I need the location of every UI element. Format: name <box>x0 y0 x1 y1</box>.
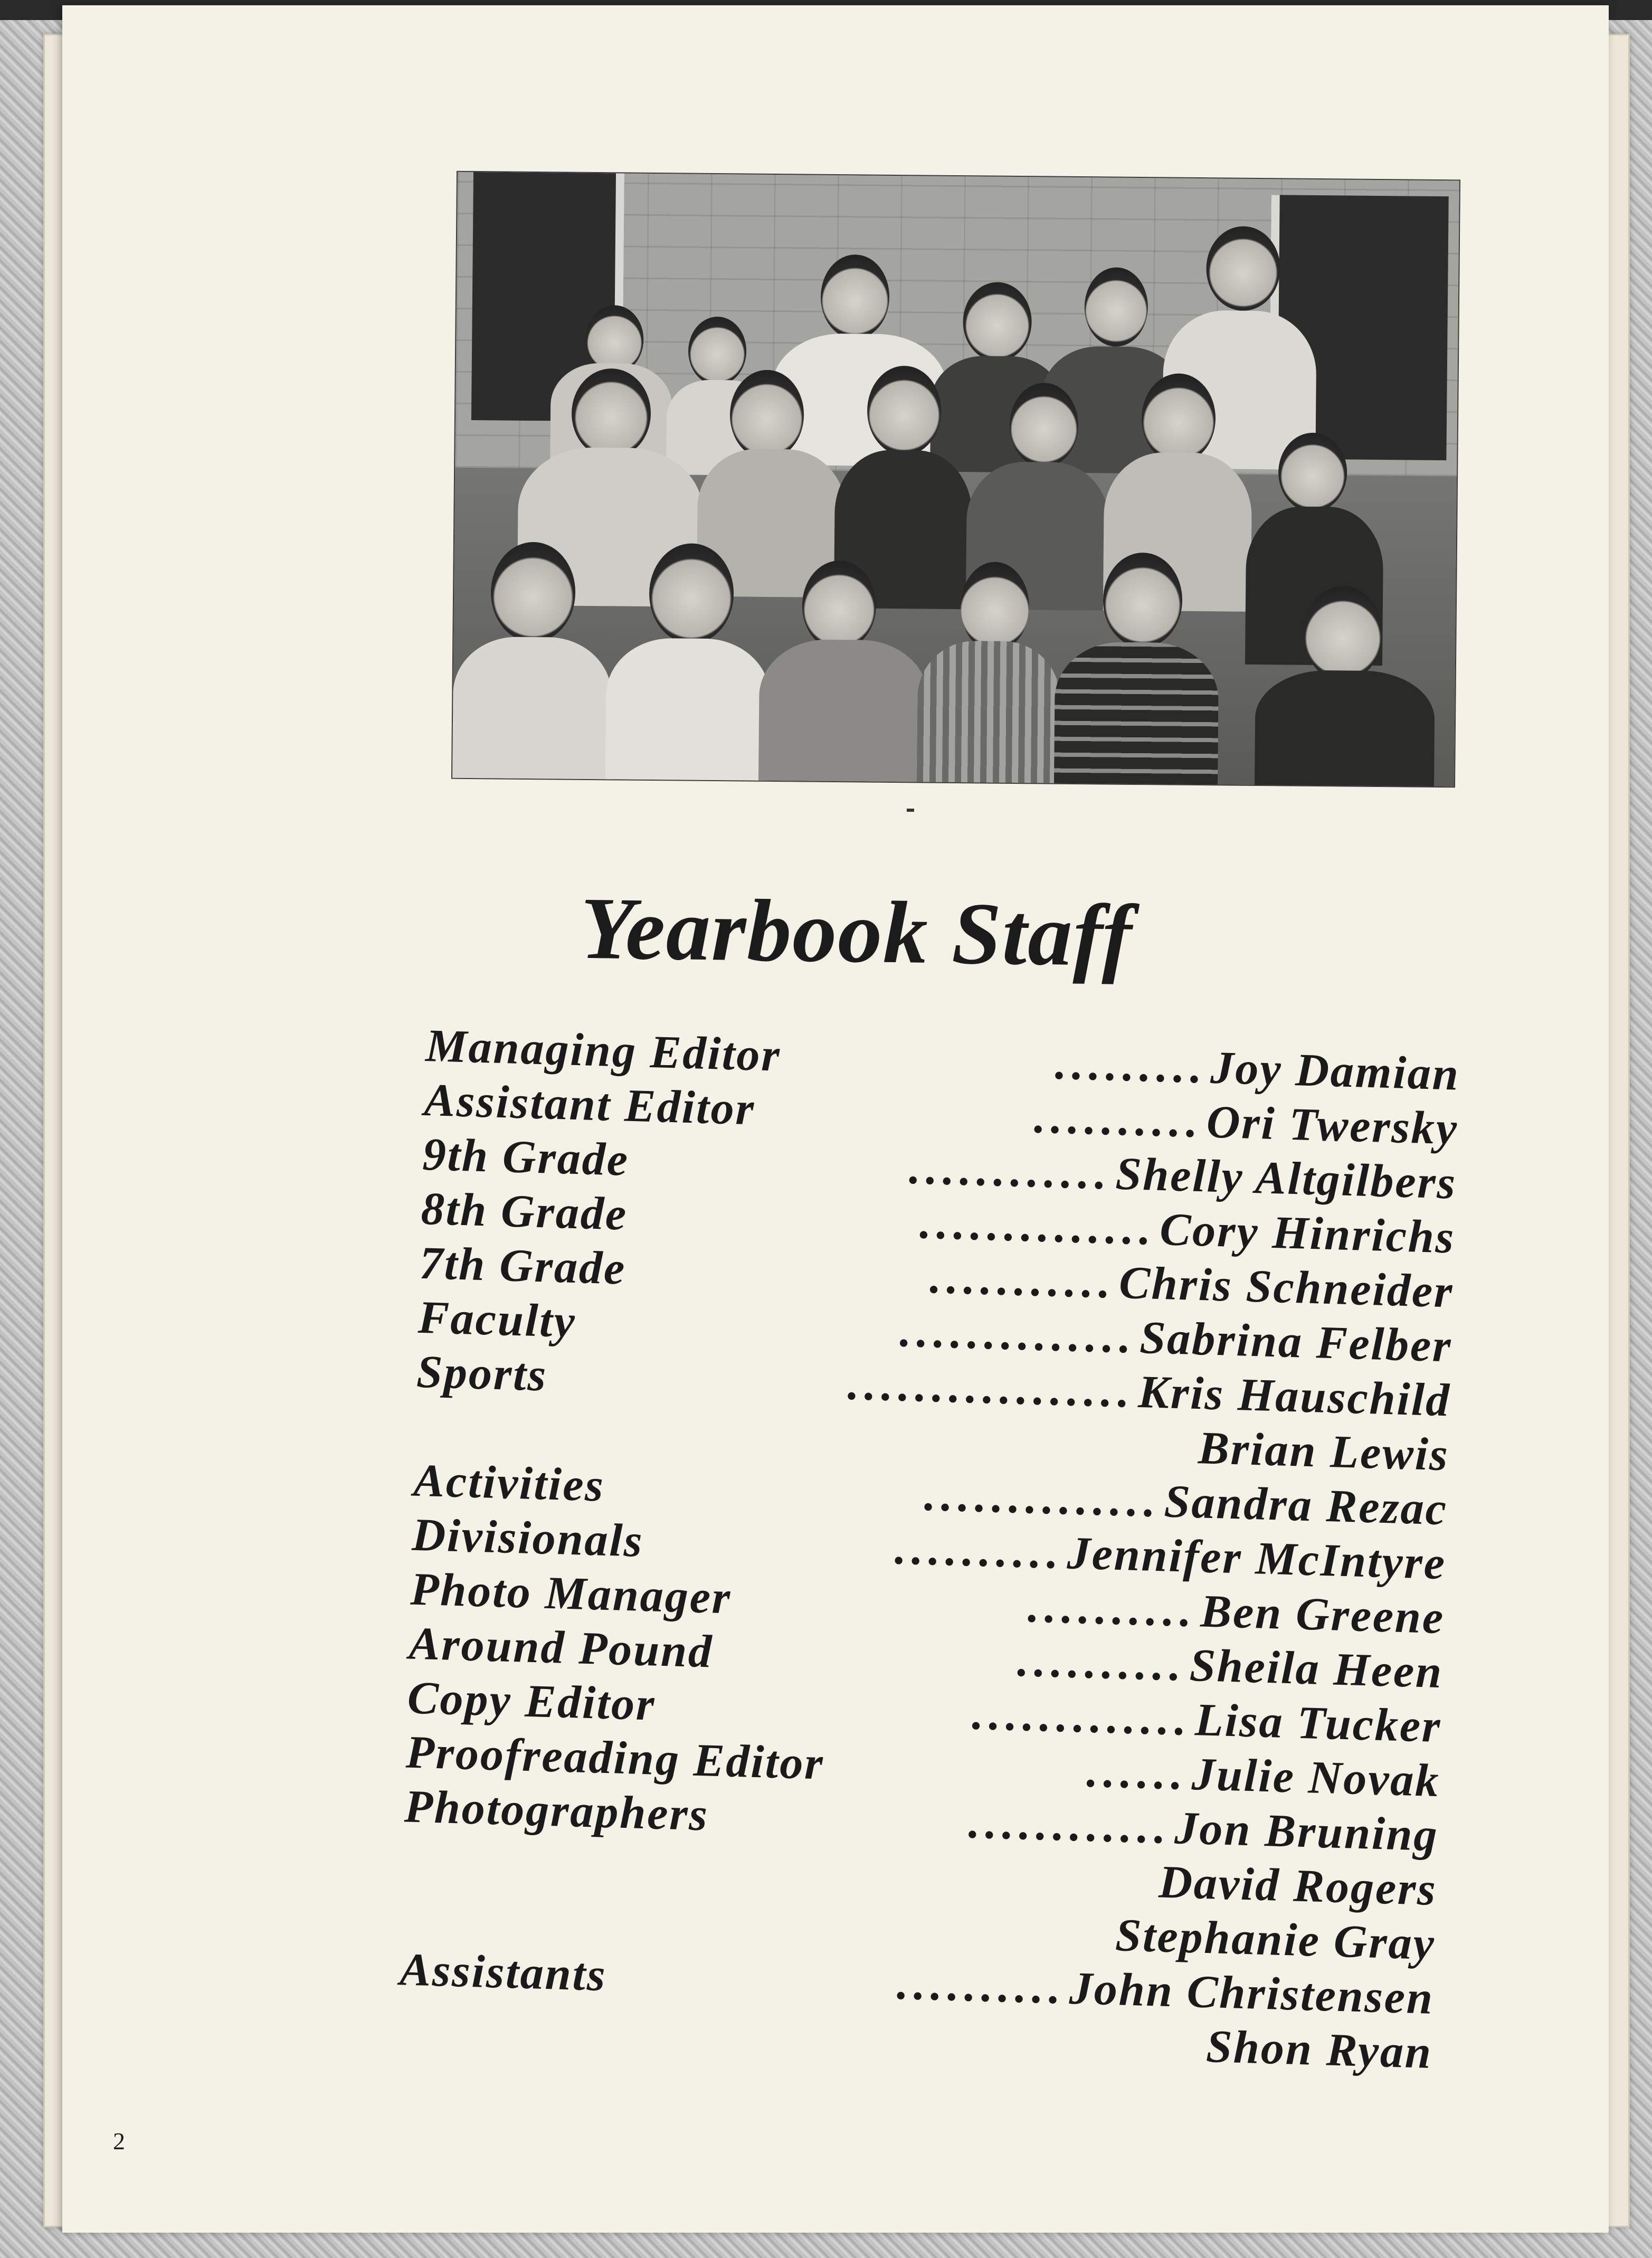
photo-person <box>688 317 747 386</box>
staff-role: 7th Grade <box>419 1237 627 1295</box>
leader-dots: .............. <box>917 1197 1155 1255</box>
page-title: Yearbook Staff <box>580 879 1134 985</box>
staff-role: Assistants <box>399 1944 607 2001</box>
leader-dots: .............. <box>922 1469 1160 1528</box>
leader-dots: .......... <box>1031 1092 1202 1148</box>
staff-name: Sandra Rezac <box>1163 1476 1449 1535</box>
leader-dots: ........... <box>927 1251 1115 1308</box>
staff-name: Julie Novak <box>1191 1749 1441 1807</box>
photo-person <box>490 542 576 642</box>
leader-dots: .......... <box>892 1523 1063 1579</box>
photo-person <box>1103 552 1183 648</box>
staff-role: Assistant Editor <box>423 1074 756 1135</box>
staff-name: Ben Greene <box>1200 1586 1446 1644</box>
staff-name: Shelly Altgilbers <box>1115 1148 1458 1209</box>
staff-name: John Christensen <box>1068 1962 1435 2025</box>
leader-dots: ...... <box>1084 1745 1187 1800</box>
leader-dots: ............ <box>966 1797 1171 1854</box>
staff-name: Jennifer McIntyre <box>1066 1528 1447 1590</box>
staff-role: Sports <box>415 1346 548 1401</box>
staff-name: Jon Bruning <box>1174 1802 1439 1862</box>
staff-role: Copy Editor <box>406 1672 657 1731</box>
staff-role: Divisionals <box>411 1509 644 1567</box>
staff-name: Chris Schneider <box>1118 1257 1455 1318</box>
staff-name: David Rogers <box>1158 1856 1438 1916</box>
staff-name: Cory Hinrichs <box>1159 1203 1456 1264</box>
leader-dots: .............. <box>897 1305 1136 1363</box>
photo-person <box>1255 670 1435 788</box>
staff-name: Sabrina Felber <box>1139 1312 1453 1372</box>
staff-role: Managing Editor <box>425 1020 782 1081</box>
photo-person <box>758 639 928 783</box>
photo-person <box>571 368 651 459</box>
staff-role: Proofreading Editor <box>405 1726 825 1790</box>
staff-name: Stephanie Gray <box>1114 1910 1437 1970</box>
leader-dots: .......... <box>894 1958 1065 2014</box>
staff-name: Kris Hauschild <box>1137 1366 1451 1427</box>
staff-role: 8th Grade <box>420 1183 629 1240</box>
staff-name: Lisa Tucker <box>1194 1694 1442 1753</box>
staff-name: Joy Damian <box>1210 1042 1461 1100</box>
staff-role: Activities <box>413 1455 606 1512</box>
stray-mark <box>907 809 914 812</box>
staff-role: Photographers <box>403 1781 710 1841</box>
photo-person <box>802 560 876 650</box>
photo-person <box>963 282 1032 362</box>
photo-person <box>1303 586 1383 681</box>
photo-person <box>605 638 770 782</box>
leader-dots: ......... <box>1052 1038 1207 1094</box>
photo-person <box>917 640 1060 784</box>
photo-person <box>1278 432 1347 512</box>
staff-name: Shon Ryan <box>1205 2021 1433 2079</box>
photo-person <box>960 562 1029 652</box>
staff-role: 9th Grade <box>422 1128 630 1186</box>
staff-group-photo <box>451 171 1460 788</box>
page-number: 2 <box>113 2128 125 2155</box>
photo-person <box>1054 642 1219 786</box>
photo-person <box>649 543 734 644</box>
staff-name: Ori Twersky <box>1205 1096 1459 1155</box>
yearbook-page <box>62 5 1609 2233</box>
staff-role: Photo Manager <box>410 1563 733 1624</box>
staff-name: Brian Lewis <box>1197 1422 1450 1481</box>
staff-role: Faculty <box>417 1292 577 1348</box>
leader-dots: ............ <box>907 1142 1111 1200</box>
leader-dots: ............. <box>970 1688 1191 1745</box>
staff-name: Sheila Heen <box>1189 1639 1444 1699</box>
leader-dots: ................. <box>845 1358 1134 1418</box>
photo-person <box>452 637 612 781</box>
staff-role: Around Pound <box>408 1618 714 1678</box>
leader-dots: .......... <box>1025 1581 1196 1637</box>
photo-person <box>1206 226 1280 311</box>
staff-list <box>397 1019 1460 2080</box>
leader-dots: .......... <box>1015 1635 1185 1691</box>
